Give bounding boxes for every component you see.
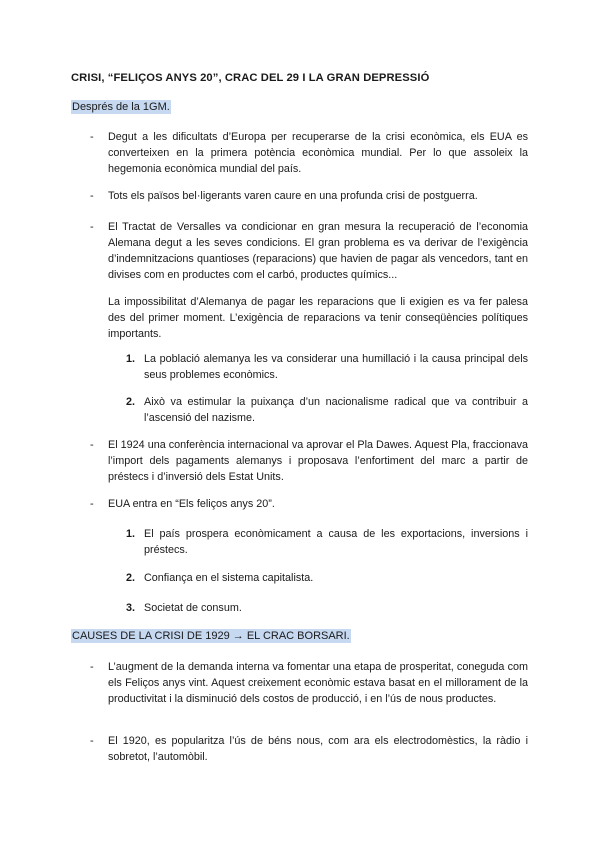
list-number: 1.	[126, 353, 136, 365]
list-item: El país prospera econòmicament a causa de les exportacions, inversions i préstecs.	[144, 528, 528, 556]
bullet-text: L’augment de la demanda interna va fomentar una etapa de prosperitat, coneguda com els Feliços anys vint. Aquest creixement econòmic estava basat en el millorament de la productivitat i la disminució dels costos de producció, i en l’ús de nous productes.	[108, 661, 528, 705]
bullet-text: Tots els països bel·ligerants varen caure en una profunda crisi de postguerra.	[108, 190, 478, 202]
section-heading-after-ww1: Després de la 1GM.	[72, 101, 170, 113]
bullet-text: Degut a les dificultats d’Europa per recuperarse de la crisi econòmica, els EUA es converteixen en la primera potència econòmica mundial. Per lo que assoleix la hegemonia econòmica mundial del país.	[108, 131, 528, 175]
list-item: Això va estimular la puixança d’un nacionalisme radical que va contribuir a l’ascensió del nazisme.	[144, 396, 528, 424]
paragraph-text: La impossibilitat d’Alemanya de pagar les reparacions que li exigien es va fer palesa des del primer moment. L’exigència de reparacions va tenir conseqüències polítiques importants.	[108, 296, 528, 340]
document-title: CRISI, “FELIÇOS ANYS 20”, CRAC DEL 29 I LA GRAN DEPRESSIÓ	[71, 72, 430, 84]
bullet-text: El 1924 una conferència internacional va aprovar el Pla Dawes. Aquest Pla, fraccionava l’import dels pagaments alemanys i proposava l’enfortiment del marc a partir de préstecs i d’inversió dels Estat Units.	[108, 439, 528, 483]
bullet-dash: -	[90, 661, 94, 673]
bullet-dash: -	[90, 221, 94, 233]
section-heading-causes-1929: CAUSES DE LA CRISI DE 1929 → EL CRAC BORSARI.	[72, 630, 350, 642]
bullet-dash: -	[90, 735, 94, 747]
list-number: 3.	[126, 602, 136, 614]
bullet-dash: -	[90, 439, 94, 451]
list-item: Societat de consum.	[144, 602, 242, 614]
list-item: Confiança en el sistema capitalista.	[144, 572, 314, 584]
list-number: 1.	[126, 528, 136, 540]
bullet-dash: -	[90, 190, 94, 202]
bullet-text: El Tractat de Versalles va condicionar en gran mesura la recuperació de l’economia Alemana degut a les seves condicions. El gran problema es va derivar de l’exigència d’indemnitzacions quantioses (reparacions) que havien de pagar als vencedors, tant en divises com en productes com el carbó, productes químics...	[108, 221, 528, 281]
list-number: 2.	[126, 396, 136, 408]
bullet-text: El 1920, es popularitza l’ús de béns nous, com ara els electrodomèstics, la ràdio i sobretot, l’automòbil.	[108, 735, 528, 763]
bullet-dash: -	[90, 131, 94, 143]
bullet-dash: -	[90, 498, 94, 510]
list-item: La població alemanya les va considerar una humillació i la causa principal dels seus problemes econòmics.	[144, 353, 528, 381]
list-number: 2.	[126, 572, 136, 584]
bullet-text: EUA entra en “Els feliços anys 20”.	[108, 498, 275, 510]
